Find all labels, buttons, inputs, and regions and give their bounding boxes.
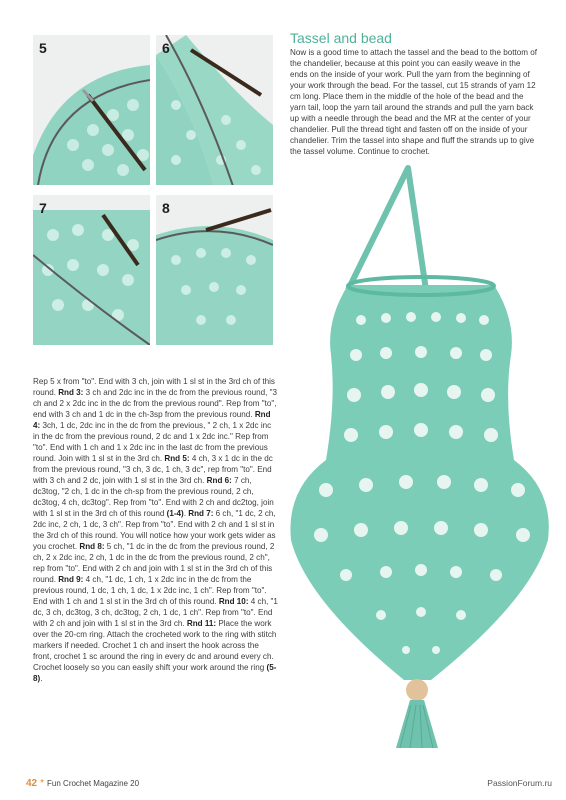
round-label: Rnd 11: (186, 619, 217, 628)
pattern-instructions (33, 376, 278, 684)
round-instructions: 6 ch, "1 dc, 2 ch, 2dc inc, 2 ch, 1 dc, 3 ch". Rep from "to". End with 2 ch and 1 sl st in the 3rd ch of this round. You will notice how your work gets wider as you crochet. (33, 509, 276, 551)
step-photo-6 (156, 35, 273, 185)
round-instructions: 5 ch, "1 dc in the dc from the previous round, 2 ch, 2 x 2dc inc, 2 ch, 1 dc in the dc from the previous round, 2 ch", rep from "to". End with 2 ch and join with 1 sl st in the 3rd ch of this round. (33, 542, 275, 584)
crochet-photo-image (156, 195, 273, 345)
round-label: Rnd 6: (206, 476, 232, 485)
round-instructions: 4 ch, 3 x 1 dc in the dc from the previous round, "3 ch, 3 dc, 1 ch, 3 dc", rep from "to". End with 3 ch and 2 dc, join with 1 sl st in the 3rd ch. (33, 454, 273, 485)
crochet-photo-image (156, 35, 273, 185)
watermark: PassionForum.ru (487, 778, 552, 788)
page-number: 42 (26, 778, 38, 789)
round-label: Rnd 9: (58, 575, 84, 584)
photo-reference: (5-8) (33, 663, 277, 683)
step-photo-7 (33, 195, 150, 345)
round-label: Rnd 5: (164, 454, 190, 463)
round-instructions: 3ch, 1 dc, 2dc inc in the dc from the previous, " 2 ch, 1 x 2dc inc in the dc from the previous round, 2 dc and 1 x 2dc inc." Rep from "to". End with 1 ch and 1 x 2dc inc in the last dc from the previous round. Join with 1 sl st in the 3rd ch. (33, 421, 272, 463)
round-instructions: 3 ch and 2dc inc in the dc from the previous round, "3 ch and 2 x 2dc inc in the dc from the previous round". Rep from "to", end with 3 ch and 1 dc in the ch-3sp from the previous round. (33, 388, 278, 419)
round-instructions: 4 ch, "1 dc, 3 ch, dc3tog, 3 ch, dc3tog, 2 ch, 1 dc, 1 ch". Rep from "to". End with 2 ch and join with 1 sl st in the 3rd ch. (33, 597, 278, 628)
punctuation: . (40, 674, 43, 683)
section-heading: Tassel and bead (290, 30, 392, 46)
step-photo-8 (156, 195, 273, 345)
round-label: Rnd 4: (33, 410, 271, 430)
round-instructions: Place the work over the 20-cm ring. Attach the crocheted work to the ring with stitch markers if needed. Crochet 1 ch and insert the hook across the front, crochet 1 sc around the ring in every dc and around every ch. Crochet loosely so you can easily shift your work around the ring (33, 619, 277, 672)
step-number: 5 (39, 40, 47, 56)
round-instructions: 7 ch, dc3tog, "2 ch, 1 dc in the ch-sp from the previous round, 2 ch, dc3tog, 4 ch, dc3tog". Rep from "to". End with 2 ch and dc2tog, join with 1 sl st in the 3rd ch of this round (33, 476, 274, 518)
crochet-chandelier-image (286, 160, 556, 750)
step-number: 7 (39, 200, 47, 216)
round-label: Rnd 3: (58, 388, 84, 397)
pattern-intro: Rep 5 x from "to". End with 3 ch, join with 1 sl st in the 3rd ch of this round. (33, 377, 275, 397)
round-label: Rnd 7: (188, 509, 214, 518)
round-instructions: 4 ch, "1 dc, 1 ch, 1 x 2dc inc in the dc from the previous round, 1 dc, 1 ch, 1 dc, 1 x 2dc inc, 1 ch". Rep from "to". End with 1 ch and 1 sl st in the 3rd ch of this round. (33, 575, 267, 606)
crochet-photo-image (33, 195, 150, 345)
star-icon: * (40, 778, 45, 789)
photo-reference: (1-4) (166, 509, 184, 518)
section-text: Now is a good time to attach the tassel and the bead to the bottom of the chandelier, because at this point you can easily weave in the ends on the inside of your work. Pull the yarn from the beginning of your work through the bead. For the tassel, cut 15 strands of yarn 12 cm long. Place them in the middle of the hole of the bead and the yarn tail, loop the yarn tail around the strands and pull the yarn back up with a needle through the bead and the MR at the center of your chandelier. Pull the thread tight and fasten off on the inside of your chandelier. Trim the tassel into shape and fluff the strands up to give the tassel volume. Continue to crochet. (290, 48, 538, 156)
step-number: 8 (162, 200, 170, 216)
round-label: Rnd 8: (79, 542, 105, 551)
step-photo-5 (33, 35, 150, 185)
step-number: 6 (162, 40, 170, 56)
punctuation: . (183, 509, 186, 518)
round-label: Rnd 10: (218, 597, 249, 606)
magazine-name: Fun Crochet Magazine 20 (47, 779, 140, 788)
page-footer (26, 778, 139, 789)
crochet-photo-image (33, 35, 150, 185)
